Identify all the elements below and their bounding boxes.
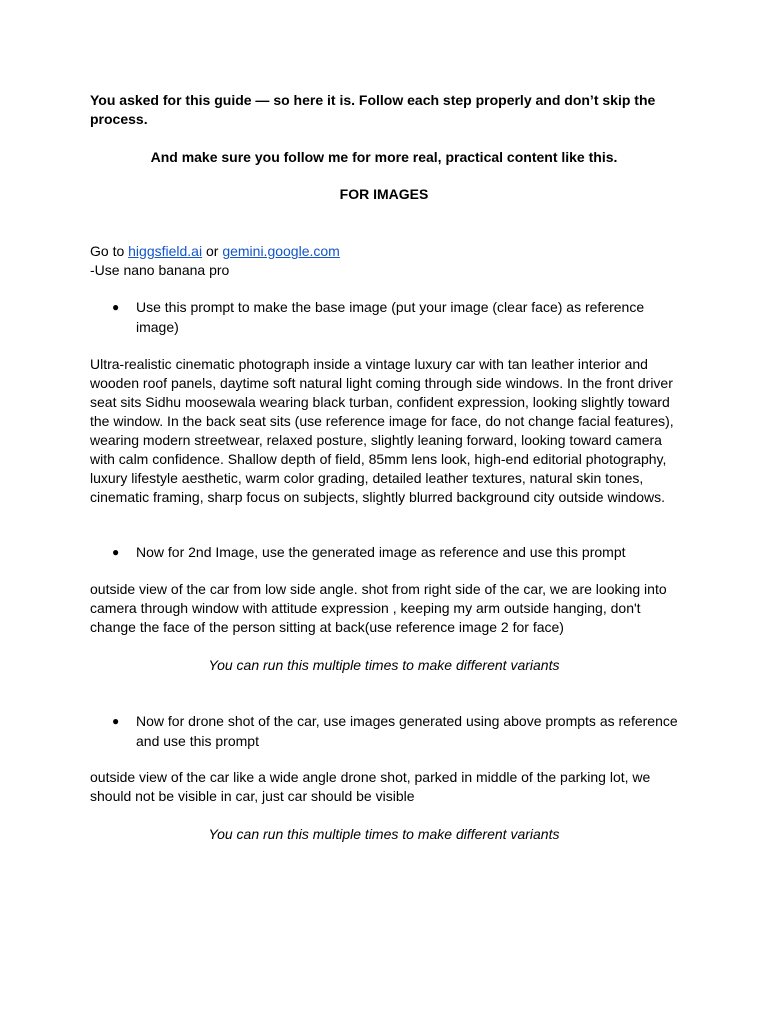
prompt2-text: outside view of the car from low side angle. shot from right side of the car, we are looking into camera through window with attitude expression , keeping my arm outside hanging, don't change the face of the person sitting at back(use reference image 2 for face) <box>90 581 667 635</box>
higgsfield-link[interactable]: higgsfield.ai <box>128 243 203 259</box>
bullet-dot: ● <box>112 714 120 728</box>
bullet-dot: ● <box>112 545 120 559</box>
bullet-dot: ● <box>112 300 120 314</box>
goto-or: or <box>202 243 223 259</box>
use-line: -Use nano banana pro <box>90 262 230 278</box>
prompt1-text: Ultra-realistic cinematic photograph inside a vintage luxury car with tan leather interior and wooden roof panels, daytime soft natural light coming through side windows. In the front driver seat sits Sidhu moosewala wearing black turban, confident expression, looking slightly toward the window. In the back seat sits (use reference image for face, do not change facial features), wearing modern streetwear, relaxed posture, slightly leaning forward, looking toward camera with calm confidence. Shallow depth of field, 85mm lens look, high-end editorial photography, luxury lifestyle aesthetic, warm color grading, detailed leather textures, natural skin tones, cinematic framing, sharp focus on subjects, slightly blurred background city outside windows. <box>90 356 674 505</box>
step2-bullet-item <box>90 542 680 562</box>
variants-note-2: You can run this multiple times to make different variants <box>208 826 560 842</box>
goto-prefix: Go to <box>90 243 129 259</box>
section-title: FOR IMAGES <box>339 186 429 202</box>
step2-bullet-text: Now for 2nd Image, use the generated image as reference and use this prompt <box>136 544 626 560</box>
gemini-link[interactable]: gemini.google.com <box>222 243 340 259</box>
intro-text: You asked for this guide — so here it is. Follow each step properly and don’t skip the process. <box>90 92 656 127</box>
prompt3-text: outside view of the car like a wide angle drone shot, parked in middle of the parking lot, we should not be visible in car, just car should be visible <box>90 769 651 804</box>
step1-bullet-text: Use this prompt to make the base image (put your image (clear face) as reference image) <box>136 299 645 335</box>
variants-note-1: You can run this multiple times to make different variants <box>208 657 560 673</box>
follow-line: And make sure you follow me for more real, practical content like this. <box>150 149 618 165</box>
goto-line <box>90 242 680 261</box>
step3-bullet-text: Now for drone shot of the car, use images generated using above prompts as reference and use this prompt <box>136 713 678 749</box>
step1-bullet-item <box>90 297 680 337</box>
step3-bullet-item <box>90 711 680 751</box>
